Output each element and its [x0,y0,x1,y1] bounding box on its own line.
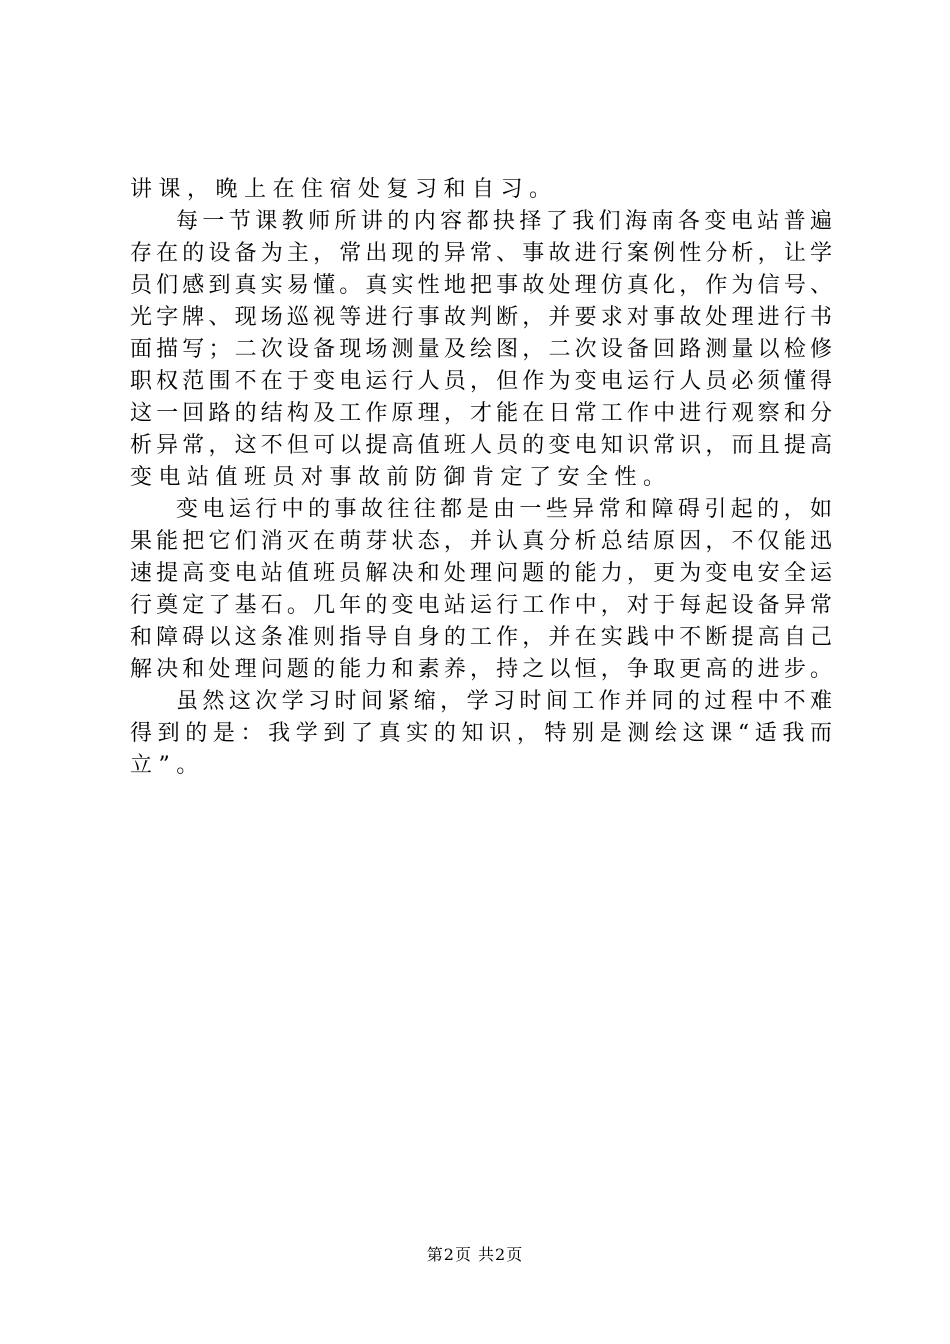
body-text [130,174,832,782]
paragraph-first-line: 每一节课教师所讲的内容都抉择了我们海南各变电站普遍 [176,209,832,234]
text-line: 行奠定了基石。几年的变电站运行工作中，对于每起设备异常 [130,593,832,618]
text-line: 果能把它们消灭在萌芽状态，并认真分析总结原因，不仅能迅 [130,529,832,554]
text-line: 存在的设备为主，常出现的异常、事故进行案例性分析，让学 [130,241,832,266]
page-number-footer: 第2页 共2页 [426,1245,524,1264]
text-line: 析异常，这不但可以提高值班人员的变电知识常识，而且提高 [130,433,832,458]
text-line: 变电站值班员对事故前防御肯定了安全性。 [130,465,672,490]
text-line: 面描写；二次设备现场测量及绘图，二次设备回路测量以检修 [130,337,832,362]
text-line: 这一回路的结构及工作原理，才能在日常工作中进行观察和分 [130,401,832,426]
text-line: 立”。 [130,753,205,778]
text-line: 解决和处理问题的能力和素养，持之以恒，争取更高的进步。 [130,657,832,682]
text-line: 讲课，晚上在住宿处复习和自习。 [130,177,558,202]
text-line: 员们感到真实易懂。真实性地把事故处理仿真化，作为信号、 [130,273,832,298]
paragraph-first-line: 虽然这次学习时间紧缩，学习时间工作并同的过程中不难 [176,689,832,714]
text-line: 得到的是：我学到了真实的知识，特别是测绘这课“适我而 [130,721,832,746]
text-line: 职权范围不在于变电运行人员，但作为变电运行人员必须懂得 [130,369,832,394]
paragraph-first-line: 变电运行中的事故往往都是由一些异常和障碍引起的，如 [176,497,832,522]
text-line: 和障碍以这条准则指导自身的工作，并在实践中不断提高自己 [130,625,832,650]
text-line: 光字牌、现场巡视等进行事故判断，并要求对事故处理进行书 [130,305,832,330]
text-line: 速提高变电站值班员解决和处理问题的能力，更为变电安全运 [130,561,832,586]
